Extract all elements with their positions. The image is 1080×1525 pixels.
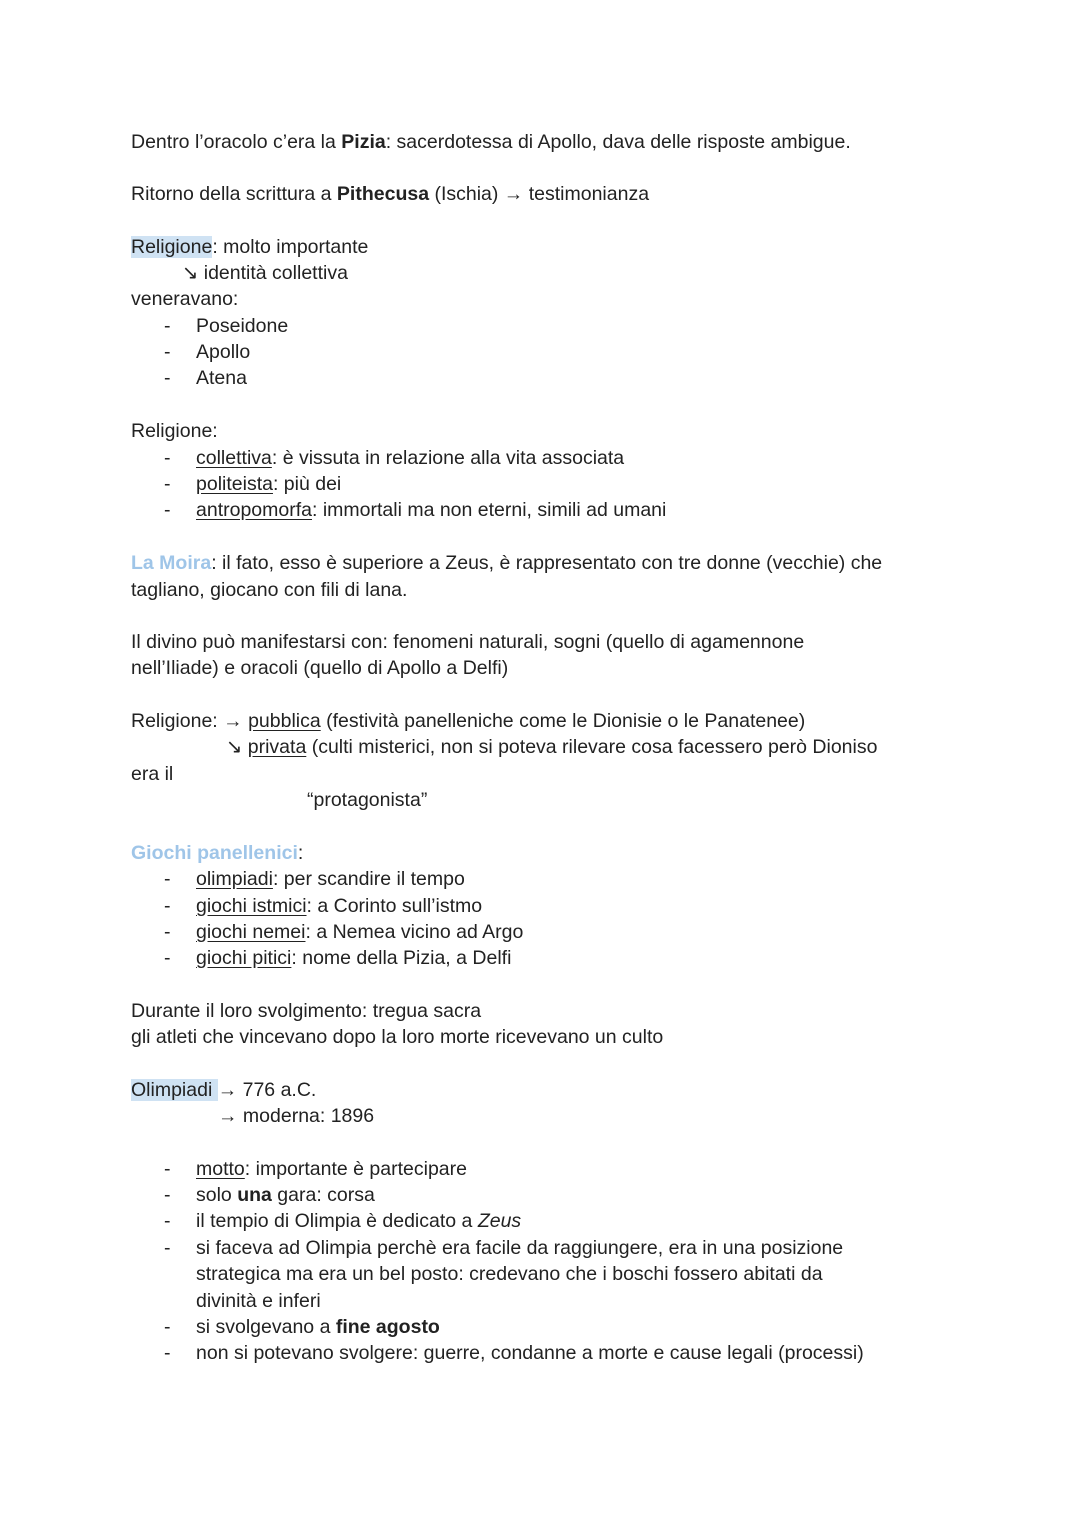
list-item <box>196 445 624 471</box>
text: si svolgevano a <box>196 1316 336 1338</box>
text: : per scandire il tempo <box>272 868 465 890</box>
list-item: Poseidone <box>196 315 289 337</box>
protagonista-text: “protagonista” <box>307 789 428 811</box>
text: : a Corinto sull’istmo <box>306 895 483 917</box>
bullet-dash: - <box>164 341 171 363</box>
text: : a Nemea vicino ad Argo <box>305 921 524 943</box>
underlined-term: olimpiadi <box>196 868 273 890</box>
list-item <box>196 1314 440 1340</box>
olimpiadi-line <box>131 1077 316 1103</box>
text: : sacerdotessa di Apollo, dava delle risposte ambigue. <box>385 131 851 153</box>
text: Dentro l’oracolo c’era la <box>131 131 342 153</box>
religione-title: Religione: <box>131 420 218 442</box>
list-item: non si potevano svolgere: guerre, condanne a morte e cause legali (processi) <box>196 1342 864 1364</box>
text: : nome della Pizia, a Delfi <box>291 947 512 969</box>
text: : il fato, esso è superiore a Zeus, è rappresentato con tre donne (vecchie) che <box>211 552 883 574</box>
text: ↘ <box>226 736 248 758</box>
list-item: Atena <box>196 367 247 389</box>
divino-line-1: Il divino può manifestarsi con: fenomeni naturali, sogni (quello di agamennone <box>131 631 805 653</box>
text: : molto importante <box>212 236 369 258</box>
bullet-dash: - <box>164 1210 171 1232</box>
italic-term: Zeus <box>477 1210 522 1232</box>
bold-term: Pizia <box>341 131 386 153</box>
bullet-dash: - <box>164 1342 171 1364</box>
underlined-term: giochi nemei <box>196 921 306 943</box>
divino-line-2: nell’Iliade) e oracoli (quello di Apollo a Delfi) <box>131 657 509 679</box>
durante-line-1: Durante il loro svolgimento: tregua sacra <box>131 1000 482 1022</box>
accent-term: Giochi panellenici <box>131 842 298 864</box>
pithecusa-line <box>131 181 649 207</box>
bullet-dash: - <box>164 473 171 495</box>
bullet-dash: - <box>164 1184 171 1206</box>
text: (Ischia) → testimonianza <box>429 183 650 205</box>
bullet-dash: - <box>164 868 171 890</box>
underlined-term: pubblica <box>248 710 321 732</box>
text: Religione: → <box>131 710 249 732</box>
text: solo <box>196 1184 238 1206</box>
bold-term: una <box>237 1184 272 1206</box>
sub-note: ↘ identità collettiva <box>182 262 348 284</box>
underlined-term: antropomorfa <box>196 499 312 521</box>
religione-privata-line <box>226 734 877 760</box>
bullet-dash: - <box>164 921 171 943</box>
bullet-dash: - <box>164 1237 171 1259</box>
underlined-term: giochi istmici <box>196 895 307 917</box>
text: (culti misterici, non si poteva rilevare cosa facessero però Dioniso <box>306 736 878 758</box>
moira-line-2: tagliano, giocano con fili di lana. <box>131 579 408 601</box>
bullet-dash: - <box>164 1158 171 1180</box>
list-item <box>196 497 666 523</box>
text: Ritorno della scrittura a <box>131 183 337 205</box>
list-item-continuation: strategica ma era un bel posto: credevano che i boschi fossero abitati da <box>196 1263 823 1285</box>
religione-pubblica-line <box>131 708 805 734</box>
veneravano-label: veneravano: <box>131 288 239 310</box>
list-item <box>196 1208 521 1234</box>
text: : immortali ma non eterni, simili ad umani <box>311 499 667 521</box>
bullet-dash: - <box>164 367 171 389</box>
underlined-term: motto <box>196 1158 245 1180</box>
religione-heading <box>131 234 368 260</box>
bullet-dash: - <box>164 315 171 337</box>
underlined-term: privata <box>247 736 307 758</box>
olimpiadi-moderna: → moderna: 1896 <box>218 1105 375 1127</box>
bullet-dash: - <box>164 447 171 469</box>
list-item: Apollo <box>196 341 251 363</box>
text: : importante è partecipare <box>244 1158 467 1180</box>
list-item: si faceva ad Olimpia perchè era facile da raggiungere, era in una posizione <box>196 1237 844 1259</box>
text: : più dei <box>272 473 342 495</box>
durante-line-2: gli atleti che vincevano dopo la loro morte ricevevano un culto <box>131 1026 664 1048</box>
text: : <box>297 842 304 864</box>
list-item-continuation: divinità e inferi <box>196 1290 321 1312</box>
bullet-dash: - <box>164 947 171 969</box>
accent-term: La Moira <box>131 552 212 574</box>
list-item <box>196 1156 467 1182</box>
moira-line <box>131 550 882 576</box>
list-item <box>196 1182 375 1208</box>
list-item <box>196 893 482 919</box>
text: il tempio di Olimpia è dedicato a <box>196 1210 478 1232</box>
text: : è vissuta in relazione alla vita associata <box>271 447 625 469</box>
bold-term: Pithecusa <box>336 183 430 205</box>
bullet-dash: - <box>164 895 171 917</box>
text: gara: corsa <box>271 1184 375 1206</box>
bullet-dash: - <box>164 1316 171 1338</box>
continuation-text: era il <box>131 763 174 785</box>
underlined-term: collettiva <box>196 447 272 469</box>
text: → 776 a.C. <box>217 1079 317 1101</box>
text: (festività panelleniche come le Dionisie o le Panatenee) <box>320 710 806 732</box>
list-item <box>196 471 341 497</box>
list-item <box>196 866 465 892</box>
list-item <box>196 919 523 945</box>
underlined-term: politeista <box>196 473 273 495</box>
list-item <box>196 945 511 971</box>
bold-term: fine agosto <box>335 1316 440 1338</box>
underlined-term: giochi pitici <box>196 947 292 969</box>
bullet-dash: - <box>164 499 171 521</box>
giochi-heading <box>131 840 303 866</box>
highlighted-term: Religione <box>131 236 213 258</box>
pizia-line <box>131 129 851 155</box>
highlighted-term: Olimpiadi <box>131 1079 218 1101</box>
